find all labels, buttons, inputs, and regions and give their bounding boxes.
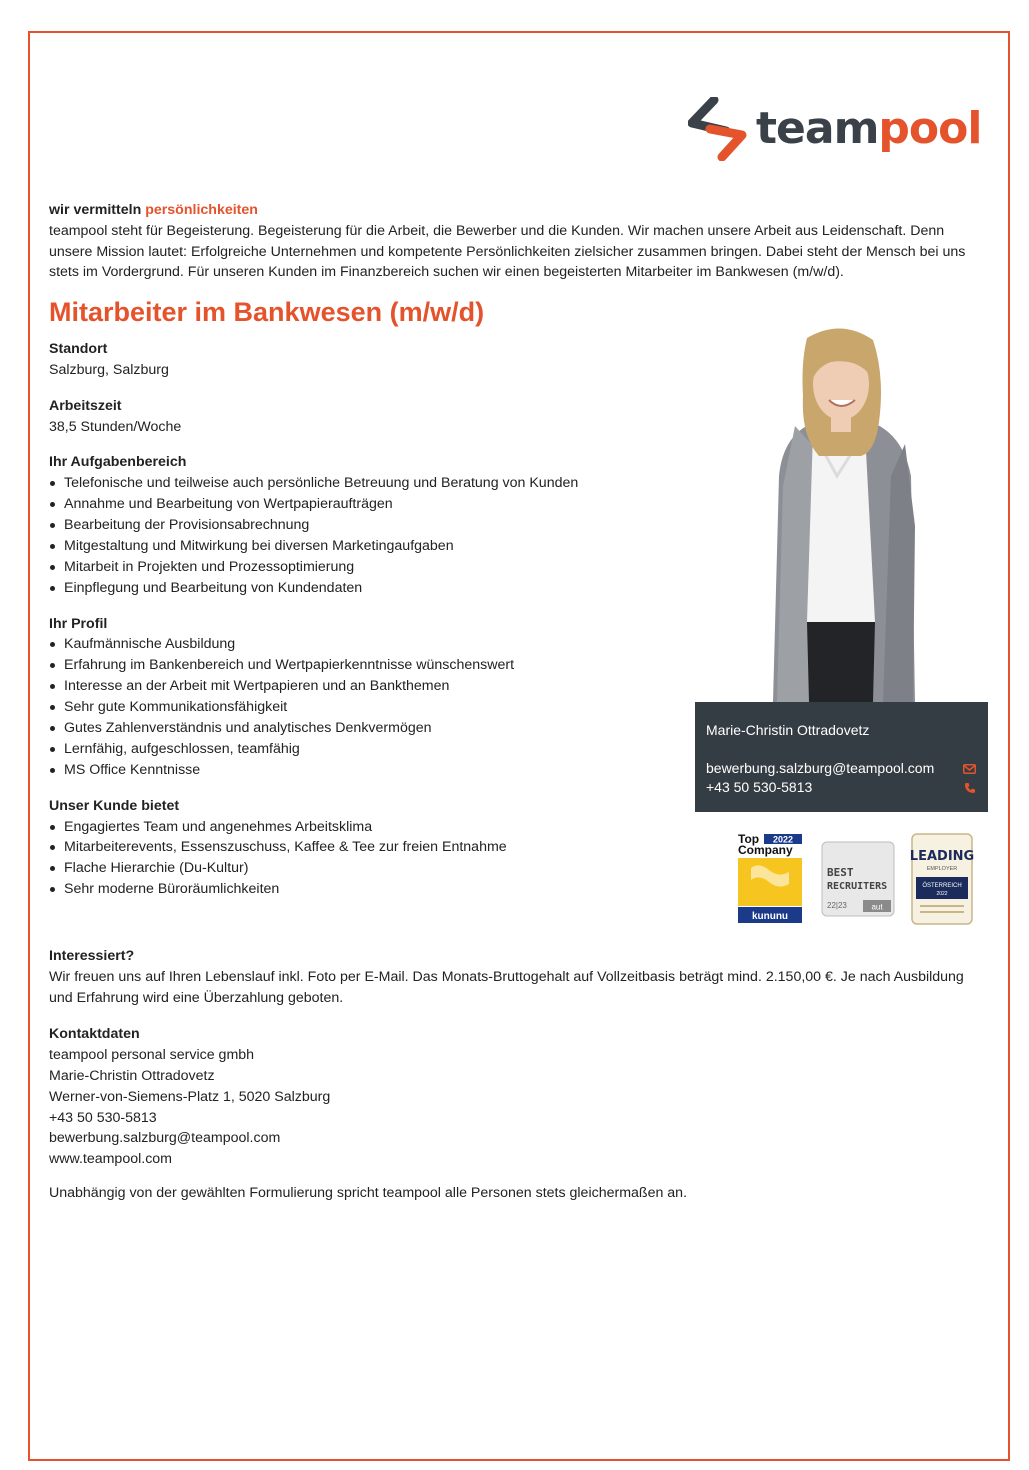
- teampool-logo: [688, 96, 982, 162]
- list-item: Engagiertes Team und angenehmes Arbeitsklima: [64, 817, 979, 838]
- contact-label: Kontaktdaten: [49, 1026, 140, 1043]
- logo-wordmark: teampool: [756, 103, 982, 154]
- svg-text:22|23: 22|23: [827, 901, 847, 910]
- contact-phone[interactable]: +43 50 530-5813: [49, 1109, 157, 1126]
- contact-email[interactable]: bewerbung.salzburg@teampool.com: [49, 1130, 281, 1147]
- list-item: Interesse an der Arbeit mit Wertpapieren und an Bankthemen: [64, 676, 979, 697]
- contact-company: teampool personal service gmbh: [49, 1047, 255, 1064]
- disclaimer: Unabhängig von der gewählten Formulierung spricht teampool alle Personen stets gleichermaßen an.: [49, 1184, 688, 1201]
- contact-website[interactable]: www.teampool.com: [49, 1151, 173, 1168]
- list-item: Gutes Zahlenverständnis und analytisches Denkvermögen: [64, 718, 979, 739]
- interested-label: Interessiert?: [49, 948, 135, 964]
- list-item: Telefonische und teilweise auch persönliche Betreuung und Beratung von Kunden: [64, 473, 979, 494]
- phone-icon[interactable]: [964, 782, 976, 794]
- kununu-top-company-badge: [738, 832, 802, 923]
- hours-value: 38,5 Stunden/Woche: [49, 418, 182, 435]
- svg-text:Top: Top: [738, 832, 760, 846]
- list-item: Sehr gute Kommunikationsfähigkeit: [64, 697, 979, 718]
- svg-text:2022: 2022: [772, 834, 794, 845]
- application-info: [49, 946, 979, 1204]
- mail-icon[interactable]: [963, 764, 976, 774]
- best-recruiters-badge: [822, 842, 894, 916]
- list-item: Mitgestaltung und Mitwirkung bei diversen Marketingaufgaben: [64, 536, 979, 557]
- list-item: Lernfähig, aufgeschlossen, teamfähig: [64, 739, 979, 760]
- svg-text:RECRUITERS: RECRUITERS: [827, 881, 888, 892]
- list-item: Erfahrung im Bankenbereich und Wertpapierkenntnisse wünschenswert: [64, 655, 979, 676]
- recruiter-photo: [753, 326, 933, 702]
- job-title: Mitarbeiter im Bankwesen (m/w/d): [49, 297, 485, 328]
- contact-card-phone-row[interactable]: [706, 778, 976, 797]
- list-item: MS Office Kenntnisse: [64, 760, 979, 781]
- leading-employer-badge: [910, 834, 974, 924]
- list-item: Flache Hierarchie (Du-Kultur): [64, 858, 979, 879]
- contact-card-name: Marie-Christin Ottradovetz: [706, 722, 870, 738]
- svg-text:2022: 2022: [936, 891, 948, 897]
- list-item: Einpflegung und Bearbeitung von Kundendaten: [64, 578, 979, 599]
- interested-text: Wir freuen uns auf Ihren Lebenslauf inkl. Foto per E-Mail. Das Monats-Bruttogehalt auf Vollzeitbasis beträgt mind. 2.150,00 €. Je nach Ausbildung und Erfahrung wird eine Überzahlung geboten.: [49, 968, 964, 1006]
- svg-text:Company: Company: [738, 843, 793, 857]
- list-item: Bearbeitung der Provisionsabrechnung: [64, 515, 979, 536]
- svg-text:EMPLOYER: EMPLOYER: [926, 866, 958, 872]
- contact-card-email[interactable]: bewerbung.salzburg@teampool.com: [706, 760, 935, 776]
- profile-label: Ihr Profil: [49, 615, 108, 632]
- list-item: Kaufmännische Ausbildung: [64, 634, 979, 655]
- intro-text: teampool steht für Begeisterung. Begeisterung für die Arbeit, die Bewerber und die Kunden. Wir machen unsere Arbeit aus Leidenschaft. Denn unsere Mission lautet: Erfolgreiche Unternehmen und kompetente Persönlichkeiten zielsicher zusammen bringen. Dabei steht der Mensch bei uns stets im Vordergrund. Für unseren Kunden im Finanzbereich suchen wir einen begeisterten Mitarbeiter im Bankwesen (m/w/d).: [49, 222, 966, 281]
- svg-text:BEST: BEST: [827, 866, 854, 879]
- svg-text:ÖSTERREICH: ÖSTERREICH: [922, 883, 962, 889]
- location-value: Salzburg, Salzburg: [49, 361, 169, 378]
- contact-card-email-row[interactable]: [706, 759, 976, 778]
- svg-text:LEADING: LEADING: [909, 849, 975, 864]
- location-label: Standort: [49, 341, 108, 358]
- list-item: Sehr moderne Büroräumlichkeiten: [64, 879, 979, 900]
- list-item: Mitarbeiterevents, Essenszuschuss, Kaffee & Tee zur freien Entnahme: [64, 837, 979, 858]
- contact-card: [695, 702, 988, 812]
- hours-label: Arbeitszeit: [49, 397, 122, 414]
- list-item: Mitarbeit in Projekten und Prozessoptimierung: [64, 557, 979, 578]
- contact-card-phone[interactable]: +43 50 530-5813: [706, 779, 813, 795]
- intro-heading: wir vermitteln persönlichkeiten: [49, 202, 258, 218]
- contact-person: Marie-Christin Ottradovetz: [49, 1067, 215, 1084]
- contact-address: Werner-von-Siemens-Platz 1, 5020 Salzburg: [49, 1088, 331, 1105]
- tasks-label: Ihr Aufgabenbereich: [49, 454, 187, 471]
- list-item: Annahme und Bearbeitung von Wertpapieraufträgen: [64, 494, 979, 515]
- svg-text:aut: aut: [871, 902, 883, 912]
- award-badges: [737, 832, 977, 926]
- svg-text:kununu: kununu: [751, 911, 789, 922]
- teampool-arrow-icon: [688, 97, 748, 161]
- offer-label: Unser Kunde bietet: [49, 797, 180, 814]
